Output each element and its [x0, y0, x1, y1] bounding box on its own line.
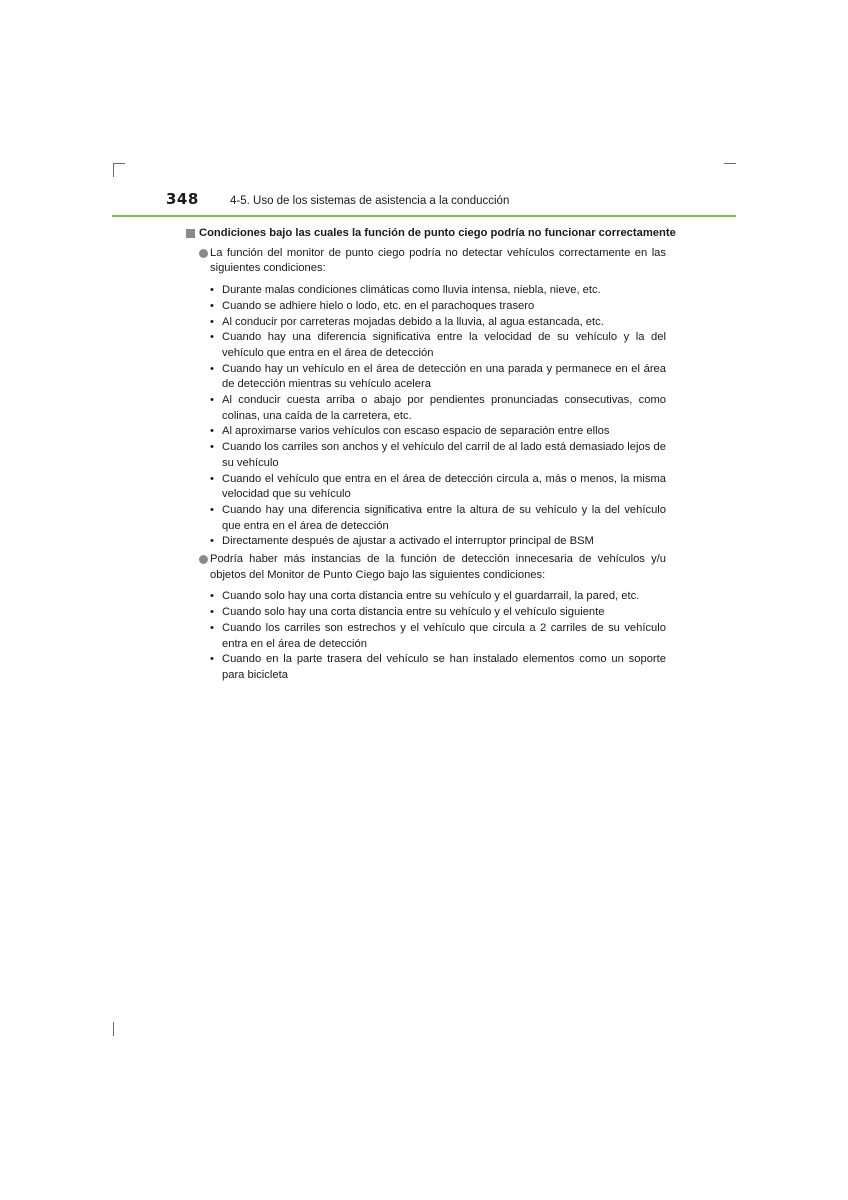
list-item: • Directamente después de ajustar a activado el interruptor principal de BSM	[222, 534, 666, 550]
condition-list	[186, 283, 666, 550]
bullet-mark: •	[210, 331, 214, 344]
bullet-mark: •	[210, 362, 214, 375]
page-number: 348	[166, 190, 199, 208]
condition-point	[186, 246, 666, 277]
crop-mark-top-left-horizontal	[113, 163, 125, 164]
list-item: • Cuando los carriles son anchos y el vehículo del carril de al lado está demasiado lejos de su vehículo	[210, 441, 666, 469]
list-item: • Cuando en la parte trasera del vehículo se han instalado elementos como un soporte para bicicleta	[210, 653, 666, 681]
subheading	[186, 226, 676, 242]
list-item: • Cuando se adhiere hielo o lodo, etc. en el parachoques trasero	[222, 299, 666, 315]
bullet-mark: •	[210, 590, 214, 603]
circle-bullet-icon	[199, 555, 208, 564]
bullet-mark: •	[210, 441, 214, 454]
list-item: • Cuando hay una diferencia significativa entre la velocidad de su vehículo y la del vehículo que entra en el área de detección	[210, 331, 666, 359]
list-item: • Cuando el vehículo que entra en el área de detección circula a, más o menos, la misma velocidad que su vehículo	[210, 472, 666, 501]
point-text: La función del monitor de punto ciego podría no detectar vehículos correctamente en las siguientes condiciones:	[210, 246, 666, 275]
circle-bullet-icon	[199, 249, 208, 258]
bullet-mark: •	[210, 284, 214, 297]
page-header	[166, 190, 736, 214]
bullet-mark: •	[210, 299, 214, 312]
bullet-mark: •	[210, 653, 214, 666]
bullet-mark: •	[210, 315, 214, 328]
crop-mark-top-left-vertical	[113, 163, 114, 177]
point-text: Podría haber más instancias de la función de detección innecesaria de vehículos y/u objetos del Monitor de Punto Ciego bajo las siguientes condiciones:	[210, 553, 666, 581]
list-item: • Durante malas condiciones climáticas como lluvia intensa, niebla, nieve, etc.	[222, 283, 666, 299]
bullet-mark: •	[210, 535, 214, 548]
bullet-mark: •	[210, 425, 214, 438]
list-item: • Cuando solo hay una corta distancia entre su vehículo y el guardarrail, la pared, etc.	[222, 589, 666, 605]
crop-mark-bottom-left-vertical	[113, 1022, 114, 1036]
list-item: • Al conducir por carreteras mojadas debido a la lluvia, al agua estancada, etc.	[222, 315, 666, 331]
list-item: • Cuando los carriles son estrechos y el vehículo que circula a 2 carriles de su vehículo entra en el área de detección	[210, 621, 666, 650]
crop-mark-top-right-horizontal	[724, 163, 736, 164]
header-rule	[112, 215, 736, 217]
list-item: • Cuando solo hay una corta distancia entre su vehículo y el vehículo siguiente	[222, 605, 666, 621]
condition-list	[186, 589, 666, 683]
bullet-mark: •	[210, 472, 214, 485]
bullet-mark: •	[210, 621, 214, 634]
list-item: • Al conducir cuesta arriba o abajo por pendientes pronunciadas consecutivas, como colinas, una caída de la carretera, etc.	[210, 394, 666, 422]
bullet-mark: •	[210, 606, 214, 619]
square-bullet-icon	[186, 229, 195, 238]
section-title: 4-5. Uso de los sistemas de asistencia a la conducción	[230, 195, 510, 207]
bullet-mark: •	[210, 394, 214, 407]
list-item: • Cuando hay una diferencia significativa entre la altura de su vehículo y la del vehículo que entra en el área de detección	[210, 503, 666, 532]
list-item: • Cuando hay un vehículo en el área de detección en una parada y permanece en el área de detección mientras su vehículo acelera	[210, 362, 666, 391]
list-item: • Al aproximarse varios vehículos con escaso espacio de separación entre ellos	[222, 424, 666, 440]
subheading-text: Condiciones bajo las cuales la función de punto ciego podría no funcionar correctamente	[199, 227, 676, 239]
condition-point	[186, 552, 666, 583]
page-content	[186, 226, 676, 686]
bullet-mark: •	[210, 503, 214, 516]
